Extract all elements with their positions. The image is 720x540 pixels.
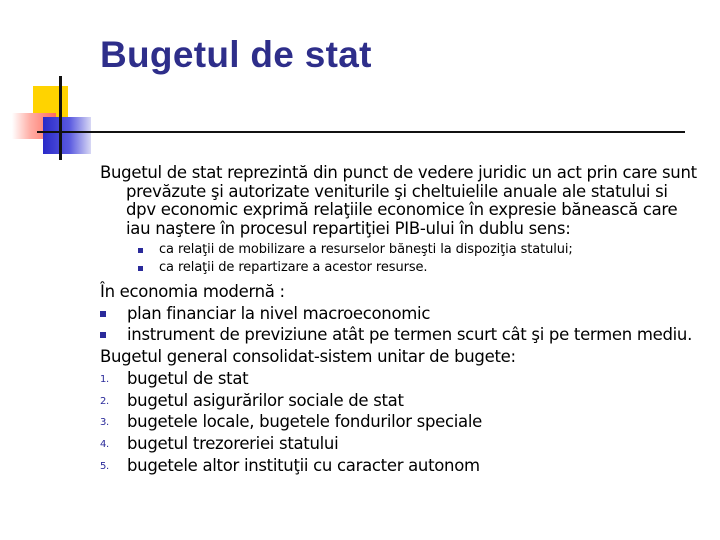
numbered-item: 1. bugetul de stat — [100, 368, 700, 390]
item-number: 3. — [100, 417, 109, 429]
square-bullet-icon — [138, 266, 143, 271]
numbered-item: 5. bugetele altor instituţii cu caracter autonom — [100, 455, 700, 477]
decor-vertical-line — [59, 76, 62, 160]
numbered-item: 3. bugetele locale, bugetele fondurilor speciale — [100, 411, 700, 433]
bullet-item: instrument de previziune atât pe termen scurt cât şi pe termen mediu. — [100, 324, 700, 346]
sub-list-item: ca relaţii de mobilizare a resurselor băneşti la dispoziţia statului; — [100, 241, 700, 259]
item-number: 2. — [100, 395, 109, 407]
numbered-item: 2. bugetul asigurărilor sociale de stat — [100, 390, 700, 412]
bullet-item: plan financiar la nivel macroeconomic — [100, 303, 700, 325]
item-number: 5. — [100, 460, 109, 472]
decor-blue-square — [43, 117, 91, 154]
modern-heading: În economia modernă : — [100, 282, 285, 301]
sub-list — [100, 241, 700, 277]
title-underline — [37, 131, 685, 133]
square-bullet-icon — [138, 248, 143, 253]
item-number: 1. — [100, 373, 109, 385]
intro-paragraph: Bugetul de stat reprezintă din punct de vedere juridic un act prin care sunt prevăzute şi autorizate veniturile şi cheltuielile anuale ale statului si dpv economic exprimă relaţiile economice în expresie bănească care iau naştere în procesul repartiţiei PIB-ului în dublu sens: — [100, 163, 697, 238]
consolidated-heading: Bugetul general consolidat-sistem unitar de bugete: — [100, 347, 516, 367]
slide-title: Bugetul de stat — [100, 34, 372, 75]
square-bullet-icon — [100, 332, 106, 338]
item-number: 4. — [100, 438, 109, 450]
slide-body — [100, 164, 700, 476]
square-bullet-icon — [100, 311, 106, 317]
sub-list-item: ca relaţii de repartizare a acestor resurse. — [100, 259, 700, 277]
numbered-item: 4. bugetul trezoreriei statului — [100, 433, 700, 455]
